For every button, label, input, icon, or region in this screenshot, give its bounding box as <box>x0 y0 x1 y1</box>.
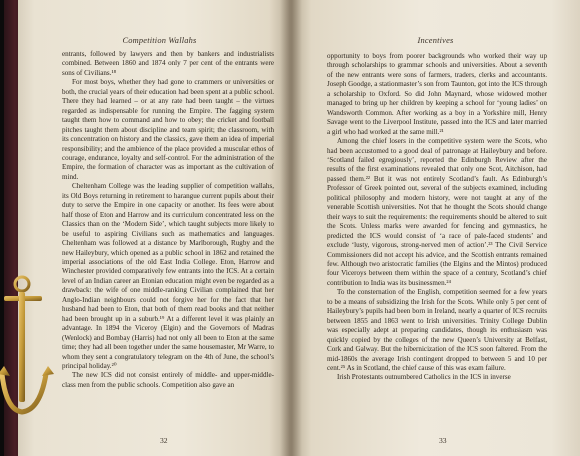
left-running-head: Competition Wallahs <box>122 36 197 45</box>
left-page-number: 32 <box>160 436 168 445</box>
left-page-text <box>62 50 274 390</box>
left-paragraph: For most boys, whether they had gone to crammers or universities or both, the crucial years of their education had been spent at a public school. There they had learned – or at any rate had been taught – the virtues regarded as indispensable for running the Empire. The fagging system taught them how to command and how to obey; the cricket and football pitches taught them about discipline and team spirit; the classroom, with its concentration on history and the classics, gave them an idea of imperial responsibility; and the ambience of the place provided a muscular ethos of courage, endurance, loyalty and self-control. For the administration of the Empire, the formation of character was as important as the cultivation of mind. <box>62 78 274 181</box>
left-paragraph: Cheltenham College was the leading supplier of competition wallahs, its Old Boys returning in retirement to harangue current pupils about their duty to serve the Empire in one capacity or another. Its fees were about half those of Eton and Harrow and its curriculum concentrated less on the Classics than on the ‘Modern Side’, which taught subjects more likely to be useful to aspiring Civilians such as mathematics and languages. Cheltenham was followed at a distance by Marlborough, Rugby and the new Haileybury, which opened as a public school in 1862 and retained the imperial associations of the old East India College. Eton, Harrow and Winchester provided comparatively few entrants into the ICS. At a certain level of an Indian career an Etonian education might even be regarded as a drawback: the wife of one middle-ranking Civilian complained that her Anglo-Indian neighbours could not forgive her for the fact that her husband had been to Eton, that both of them read books and that neither had been brought up in a suburb.¹⁹ At a different level it was plainly an advantage. In 1894 the Viceroy (Elgin) and the Governors of Madras (Wenlock) and Bombay (Harris) had not only all been to Eton at the same time; they had all been together under the same housemaster, Mr Warre, to whom they sent a congratulatory telegram on the 4th of June, the school’s principal holiday.²⁰ <box>62 182 274 370</box>
right-paragraph: opportunity to boys from poorer backgrounds who worked their way up through scholarships to grammar schools and universities. About a seventh of the new entrants were sons of farmers, traders, clerks and accountants. Joseph Goodge, a stationmaster’s son from Taunton, got into the ICS through a scholarship to Oxford. So did John Maynard, whose widowed mother managed to bring up her children by keeping a school for ‘young ladies’ on Wandsworth Common. After working as a boy in a Yorkshire mill, Henry Savage went to the Liverpool Institute, passed into the ICS and later married a girl who had worked at the same mill.²¹ <box>327 52 547 136</box>
right-page-number: 33 <box>439 436 447 445</box>
right-paragraph: Among the chief losers in the competitive system were the Scots, who had been accustomed to a good deal of patronage at Haileybury and before. ‘Scotland failed egregiously’, reported the Edinburgh Review after the results of the first examinations revealed that only one Scot, Aitchison, had passed them.²² But it was not entirely Scotland’s fault. As Edinburgh’s Professor of Greek pointed out, several of the subjects examined, including political philosophy and modern history, were not taught at any of the venerable Scottish universities. Not that he thought the Scots should change their ways to suit the requirements: the requirements should be altered to suit the Scots. Unless marks were awarded for fencing and gymnastics, he predicted the ICS would consist of ‘a race of pale-faced students’ and exclude ‘lusty, vigorous, strong-nerved men of action’.²³ The Civil Service Commissioners did not accept his advice, and the Scottish entrants remained few. Although two aristocratic families (the Elgins and the Mintos) produced four Viceroys between them within the space of a century, Scotland’s chief contribution to India was its businessmen.²⁴ <box>327 137 547 287</box>
right-paragraph: Irish Protestants outnumbered Catholics in the ICS in inverse <box>337 373 511 382</box>
left-paragraph: The new ICS did not consist entirely of middle- and upper-middle-class men from the public schools. Competition also gave an <box>62 371 274 389</box>
right-page <box>291 0 580 456</box>
right-page-text <box>327 52 547 383</box>
left-paragraph: entrants, followed by lawyers and then by bankers and industrialists combined. Between 1860 and 1874 only 7 per cent of the entrants were sons of Civilians.¹⁸ <box>62 50 274 77</box>
anchor-bookmark-icon <box>0 270 60 430</box>
right-running-head: Incentives <box>417 36 454 45</box>
open-book <box>18 0 580 456</box>
right-paragraph: To the consternation of the English, competition seemed for a few years to be a means of subsidizing the Irish for the Scots. While only 5 per cent of Haileybury’s pupils had been born in Ireland, nearly a quarter of ICS recruits between 1855 and 1863 went to Irish universities. Trinity College Dublin was especially adept at preparing candidates, though its enthusiasm was quickly copied by the colleges of the new Queen’s University at Belfast, Cork and Galway. But the hibernicization of the ICS soon faltered. From the mid-1860s the average Irish contingent dropped to between 5 and 10 per cent.²⁵ As in Scotland, the chief cause of this was exam failure. <box>327 288 547 372</box>
